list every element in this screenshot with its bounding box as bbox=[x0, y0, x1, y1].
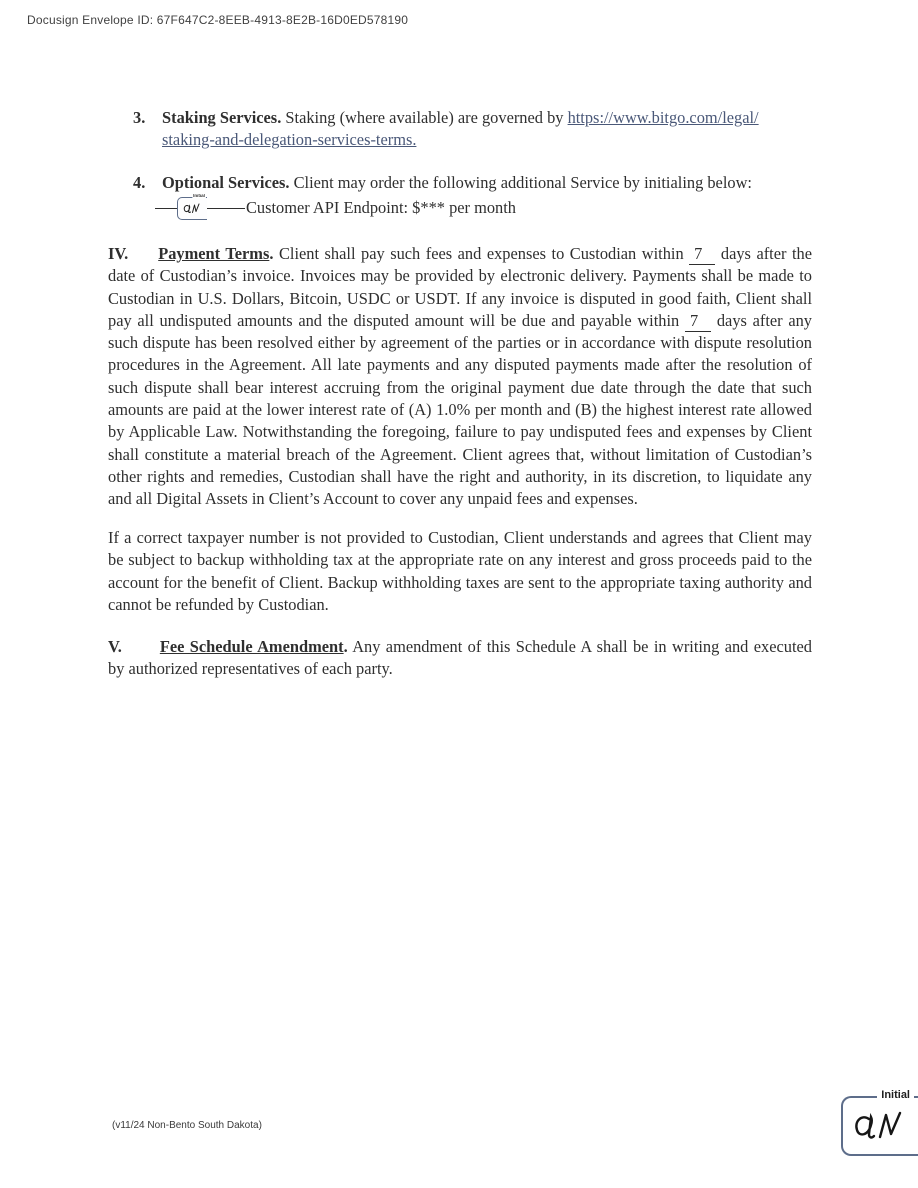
item-number: 3. bbox=[133, 108, 146, 127]
signature-line bbox=[155, 208, 177, 209]
item-title: Optional Services. bbox=[162, 173, 290, 192]
staking-terms-link-line1[interactable]: https://www.bitgo.com/legal/ bbox=[567, 108, 759, 127]
body-text: Any amendment of this Schedule A shall be in writing and executed by authorized representatives of each party. bbox=[108, 637, 813, 679]
body-text: days after the date of Custodian’s invoice. Invoices may be provided by electronic delivery. Payments shall be made to Custodian in U.S. Dollars, Bitcoin, USDC or USDT. If any invoice is disputed in good faith, Client shall pay all undisputed amounts and the disputed amount will be due and payable within bbox=[108, 244, 813, 330]
section-roman-numeral: V. bbox=[108, 637, 122, 656]
body-text: If a correct taxpayer number is not provided to Custodian, Client understands and agrees that Client may be subject to backup withholding tax at the appropriate rate on any interest and gross proceeds paid to the account for the benefit of Client. Backup withholding taxes are sent to the appropriate taxing authority and cannot be refunded by Custodian. bbox=[108, 528, 812, 614]
initial-tab-large[interactable] bbox=[841, 1089, 918, 1156]
section-payment-terms bbox=[108, 243, 812, 511]
item-text: Client may order the following additional Service by initialing below: bbox=[289, 173, 752, 192]
optional-service-description: Customer API Endpoint: $*** per month bbox=[246, 197, 516, 217]
list-item-staking-services bbox=[133, 107, 844, 152]
section-heading-period: . bbox=[343, 637, 348, 656]
section-roman-numeral: IV. bbox=[108, 244, 129, 263]
paragraph-backup-withholding bbox=[108, 527, 812, 616]
list-item-optional-services bbox=[133, 172, 844, 194]
days-fill-in-1: 7 bbox=[689, 244, 715, 265]
item-number: 4. bbox=[133, 173, 146, 192]
initial-tab-small[interactable] bbox=[177, 193, 207, 220]
document-version-note: (v11/24 Non-Bento South Dakota) bbox=[112, 1120, 262, 1131]
item-title: Staking Services. bbox=[162, 108, 282, 127]
docusign-envelope-id: Docusign Envelope ID: 67F647C2-8EEB-4913-8E2B-16D0ED578190 bbox=[27, 13, 409, 27]
section-heading-period: . bbox=[269, 244, 274, 263]
handwritten-initials-icon bbox=[182, 201, 202, 217]
optional-service-initial-row bbox=[155, 193, 516, 223]
handwritten-initials-icon bbox=[851, 1106, 909, 1148]
section-fee-schedule-amendment bbox=[108, 636, 812, 681]
body-text: days after any such dispute has been resolved either by agreement of the parties or in accordance with dispute resolution procedures in the Agreement. All late payments and any disputed payments made after the resolution of such dispute shall bear interest accruing from the original payment due date through the date that such amounts are paid at the lower interest rate of (A) 1.0% per month and (B) the highest interest rate allowed by Applicable Law. Notwithstanding the foregoing, failure to pay undisputed fees and expenses by Client shall constitute a material breach of the Agreement. Client agrees that, without limitation of Custodian’s other rights and remedies, Custodian shall have the right and authority, in its discretion, to liquidate any and all Digital Assets in Client’s Account to cover any unpaid fees and expenses. bbox=[108, 310, 812, 509]
initial-tab-label: Initial bbox=[877, 1089, 914, 1101]
section-heading: Payment Terms bbox=[158, 244, 270, 263]
days-fill-in-2: 7 bbox=[685, 311, 711, 332]
staking-terms-link-line2[interactable]: staking-and-delegation-services-terms. bbox=[162, 130, 417, 150]
section-heading: Fee Schedule Amendment bbox=[159, 637, 344, 656]
item-text: Staking (where available) are governed by bbox=[281, 108, 568, 127]
body-text: Client shall pay such fees and expenses to Custodian within bbox=[273, 244, 690, 263]
initial-tab-label: Initial bbox=[193, 193, 206, 198]
signature-line bbox=[207, 208, 245, 209]
